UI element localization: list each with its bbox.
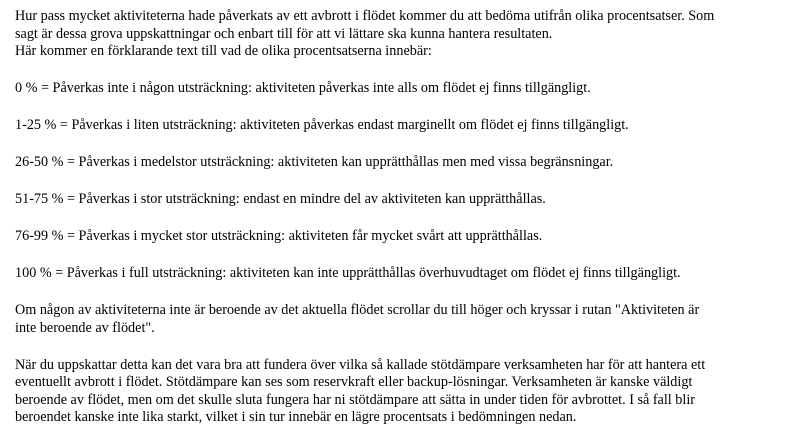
dampers-line: När du uppskattar detta kan det vara bra att fundera över vilka så kallade stötdämpare verksamheten har för att hantera ett — [15, 356, 706, 373]
dampers-line: beroendet kanske inte lika starkt, vilket i sin tur innebär en lägre procentsats i bedömningen nedan. — [15, 409, 577, 426]
level-0-percent — [15, 80, 805, 98]
level-text: 1-25 % = Påverkas i liten utsträckning: aktiviteten påverkas endast marginellt om flödet ej finns tillgängligt. — [15, 117, 629, 134]
level-text: 0 % = Påverkas inte i någon utsträckning: aktiviteten påverkas inte alls om flödet ej finns tillgängligt. — [15, 80, 591, 97]
not-dependent-line: inte beroende av flödet". — [15, 319, 155, 336]
instruction-document — [15, 8, 805, 427]
level-51-75-percent — [15, 191, 805, 209]
dampers-line: beroende av flödet, men om det skulle sluta fungera har ni stötdämpare att sätta in under tiden för avbrottet. I så fall blir — [15, 391, 695, 408]
not-dependent-line: Om någon av aktiviteterna inte är beroende av det aktuella flödet scrollar du till höger och kryssar i rutan "Aktiviteten är — [15, 302, 700, 319]
intro-paragraph — [15, 8, 805, 61]
intro-line: Här kommer en förklarande text till vad de olika procentsatserna innebär: — [15, 43, 432, 60]
level-text: 76-99 % = Påverkas i mycket stor utsträckning: aktiviteten får mycket svårt att upprätthållas. — [15, 228, 543, 245]
intro-line: Hur pass mycket aktiviteterna hade påverkats av ett avbrott i flödet kommer du att bedöma utifrån olika procentsatser. Som — [15, 8, 715, 24]
level-100-percent — [15, 265, 805, 283]
level-text: 26-50 % = Påverkas i medelstor utsträckning: aktiviteten kan upprätthållas men med vissa begränsningar. — [15, 154, 614, 171]
dampers-line: eventuellt avbrott i flödet. Stötdämpare kan ses som reservkraft eller backup-lösningar. Verksamheten är kanske väldigt — [15, 374, 693, 391]
dampers-paragraph — [15, 357, 805, 427]
intro-line: sagt är dessa grova uppskattningar och enbart till för att vi lättare ska kunna hantera resultaten. — [15, 25, 553, 42]
level-76-99-percent — [15, 228, 805, 246]
level-1-25-percent — [15, 117, 805, 135]
level-text: 100 % = Påverkas i full utsträckning: aktiviteten kan inte upprätthållas överhuvudtaget om flödet ej finns tillgängligt. — [15, 265, 681, 282]
level-text: 51-75 % = Påverkas i stor utsträckning: endast en mindre del av aktiviteten kan upprätthållas. — [15, 191, 546, 208]
level-26-50-percent — [15, 154, 805, 172]
not-dependent-paragraph — [15, 302, 805, 337]
